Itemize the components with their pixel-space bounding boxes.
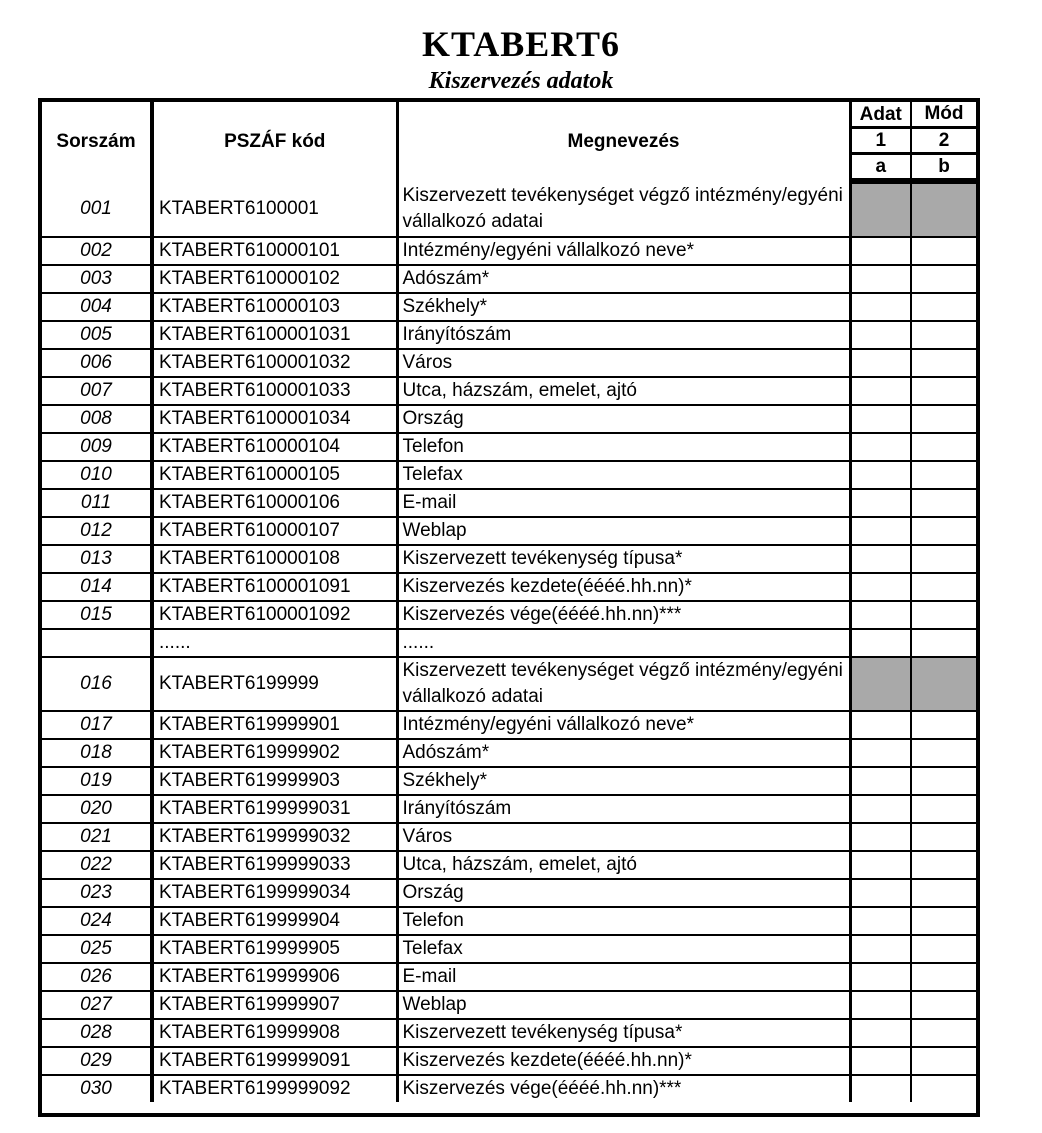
row-sorszam: 007 [42, 377, 152, 405]
table-row [42, 377, 976, 405]
table-row [42, 293, 976, 321]
row-sorszam: 016 [42, 657, 152, 711]
row-sorszam: 022 [42, 851, 152, 879]
row-mod-cell[interactable] [911, 1019, 976, 1047]
row-adat-cell-shaded [850, 181, 911, 237]
row-adat-cell[interactable] [850, 489, 911, 517]
row-description: Kiszervezett tevékenység típusa* [397, 1019, 850, 1047]
row-mod-cell[interactable] [911, 377, 976, 405]
row-pszaf-code: ...... [152, 629, 397, 657]
row-sorszam: 030 [42, 1075, 152, 1102]
row-pszaf-code: KTABERT6199999032 [152, 823, 397, 851]
table-row [42, 265, 976, 293]
row-sorszam: 025 [42, 935, 152, 963]
row-pszaf-code: KTABERT6100001091 [152, 573, 397, 601]
row-adat-cell[interactable] [850, 293, 911, 321]
row-mod-cell[interactable] [911, 1075, 976, 1102]
row-mod-cell[interactable] [911, 851, 976, 879]
row-description: Kiszervezett tevékenységet végző intézmény/egyéni vállalkozó adatai [397, 657, 850, 711]
row-mod-cell[interactable] [911, 879, 976, 907]
table-body [42, 181, 976, 1102]
row-adat-cell[interactable] [850, 711, 911, 739]
header-col2-number: 2 [911, 128, 976, 154]
row-sorszam: 014 [42, 573, 152, 601]
row-pszaf-code: KTABERT619999908 [152, 1019, 397, 1047]
table-header [42, 102, 976, 181]
row-adat-cell[interactable] [850, 935, 911, 963]
row-description: Telefon [397, 433, 850, 461]
row-sorszam: 023 [42, 879, 152, 907]
header-col1-letter: a [850, 154, 911, 182]
row-mod-cell[interactable] [911, 237, 976, 265]
row-pszaf-code: KTABERT6199999092 [152, 1075, 397, 1102]
row-mod-cell[interactable] [911, 739, 976, 767]
row-mod-cell[interactable] [911, 517, 976, 545]
row-pszaf-code: KTABERT6100001032 [152, 349, 397, 377]
row-mod-cell[interactable] [911, 601, 976, 629]
row-mod-cell[interactable] [911, 405, 976, 433]
table-row [42, 1019, 976, 1047]
row-sorszam: 027 [42, 991, 152, 1019]
row-adat-cell[interactable] [850, 517, 911, 545]
table-row [42, 545, 976, 573]
row-mod-cell[interactable] [911, 991, 976, 1019]
row-sorszam: 015 [42, 601, 152, 629]
row-pszaf-code: KTABERT610000103 [152, 293, 397, 321]
row-description: Utca, házszám, emelet, ajtó [397, 851, 850, 879]
row-pszaf-code: KTABERT619999901 [152, 711, 397, 739]
row-adat-cell[interactable] [850, 907, 911, 935]
row-description: Weblap [397, 517, 850, 545]
row-sorszam: 026 [42, 963, 152, 991]
table-row [42, 907, 976, 935]
row-mod-cell[interactable] [911, 963, 976, 991]
table-row [42, 851, 976, 879]
row-mod-cell-shaded [911, 657, 976, 711]
row-mod-cell[interactable] [911, 461, 976, 489]
row-adat-cell[interactable] [850, 405, 911, 433]
row-pszaf-code: KTABERT610000105 [152, 461, 397, 489]
report-title: KTABERT6 [421, 24, 621, 64]
header-megnevezes: Megnevezés [397, 102, 850, 181]
row-adat-cell[interactable] [850, 265, 911, 293]
row-adat-cell[interactable] [850, 377, 911, 405]
table-row [42, 237, 976, 265]
table-row [42, 517, 976, 545]
row-pszaf-code: KTABERT619999905 [152, 935, 397, 963]
row-sorszam: 003 [42, 265, 152, 293]
table-row [42, 489, 976, 517]
row-sorszam: 018 [42, 739, 152, 767]
row-description: E-mail [397, 489, 850, 517]
table-row [42, 573, 976, 601]
row-mod-cell[interactable] [911, 1047, 976, 1075]
table-row [42, 405, 976, 433]
row-description: Utca, házszám, emelet, ajtó [397, 377, 850, 405]
row-adat-cell[interactable] [850, 1075, 911, 1102]
table-row [42, 767, 976, 795]
row-pszaf-code: KTABERT610000104 [152, 433, 397, 461]
table-row [42, 711, 976, 739]
table-row [42, 657, 976, 711]
row-pszaf-code: KTABERT610000101 [152, 237, 397, 265]
row-description: Telefon [397, 907, 850, 935]
table-row [42, 991, 976, 1019]
header-col1-number: 1 [850, 128, 911, 154]
row-adat-cell[interactable] [850, 601, 911, 629]
row-adat-cell[interactable] [850, 991, 911, 1019]
row-mod-cell[interactable] [911, 907, 976, 935]
row-sorszam: 010 [42, 461, 152, 489]
row-pszaf-code: KTABERT619999904 [152, 907, 397, 935]
row-adat-cell[interactable] [850, 739, 911, 767]
row-mod-cell[interactable] [911, 573, 976, 601]
row-sorszam: 029 [42, 1047, 152, 1075]
header-pszaf-kod: PSZÁF kód [152, 102, 397, 181]
row-adat-cell[interactable] [850, 573, 911, 601]
report-subtitle: Kiszervezés adatok [428, 68, 614, 94]
row-sorszam: 028 [42, 1019, 152, 1047]
row-mod-cell[interactable] [911, 265, 976, 293]
row-description: Kiszervezés vége(éééé.hh.nn)*** [397, 1075, 850, 1102]
table-row [42, 349, 976, 377]
row-description: Kiszervezett tevékenység típusa* [397, 545, 850, 573]
row-sorszam: 001 [42, 181, 152, 237]
row-pszaf-code: KTABERT6100001092 [152, 601, 397, 629]
row-sorszam: 002 [42, 237, 152, 265]
row-pszaf-code: KTABERT610000106 [152, 489, 397, 517]
row-sorszam: 024 [42, 907, 152, 935]
row-description: Intézmény/egyéni vállalkozó neve* [397, 237, 850, 265]
row-adat-cell[interactable] [850, 545, 911, 573]
row-adat-cell[interactable] [850, 851, 911, 879]
row-pszaf-code: KTABERT619999906 [152, 963, 397, 991]
row-pszaf-code: KTABERT619999902 [152, 739, 397, 767]
row-sorszam: 019 [42, 767, 152, 795]
row-pszaf-code: KTABERT6100001031 [152, 321, 397, 349]
row-pszaf-code: KTABERT619999903 [152, 767, 397, 795]
row-pszaf-code: KTABERT610000107 [152, 517, 397, 545]
row-description: Székhely* [397, 293, 850, 321]
row-mod-cell[interactable] [911, 349, 976, 377]
row-description: Telefax [397, 935, 850, 963]
table-row [42, 629, 976, 657]
table-row [42, 1047, 976, 1075]
row-adat-cell[interactable] [850, 823, 911, 851]
row-pszaf-code: KTABERT6199999033 [152, 851, 397, 879]
row-pszaf-code: KTABERT6100001033 [152, 377, 397, 405]
row-pszaf-code: KTABERT6199999 [152, 657, 397, 711]
data-table-frame [38, 98, 980, 1117]
row-mod-cell[interactable] [911, 545, 976, 573]
row-pszaf-code: KTABERT6199999031 [152, 795, 397, 823]
row-pszaf-code: KTABERT6199999091 [152, 1047, 397, 1075]
row-sorszam: 020 [42, 795, 152, 823]
row-mod-cell[interactable] [911, 935, 976, 963]
row-description: Weblap [397, 991, 850, 1019]
row-pszaf-code: KTABERT610000108 [152, 545, 397, 573]
row-sorszam: 008 [42, 405, 152, 433]
table-row [42, 461, 976, 489]
row-description: Adószám* [397, 739, 850, 767]
row-adat-cell[interactable] [850, 321, 911, 349]
row-mod-cell[interactable] [911, 293, 976, 321]
row-sorszam: 011 [42, 489, 152, 517]
row-adat-cell[interactable] [850, 349, 911, 377]
row-description: ...... [397, 629, 850, 657]
row-sorszam: 005 [42, 321, 152, 349]
table-row [42, 181, 976, 237]
row-mod-cell[interactable] [911, 795, 976, 823]
row-sorszam: 004 [42, 293, 152, 321]
row-adat-cell[interactable] [850, 963, 911, 991]
table-row [42, 601, 976, 629]
table-row [42, 795, 976, 823]
row-adat-cell-shaded [850, 657, 911, 711]
row-pszaf-code: KTABERT6199999034 [152, 879, 397, 907]
row-description: Irányítószám [397, 795, 850, 823]
row-description: Kiszervezett tevékenységet végző intézmény/egyéni vállalkozó adatai [397, 181, 850, 237]
row-adat-cell[interactable] [850, 237, 911, 265]
table-row [42, 739, 976, 767]
table-row [42, 879, 976, 907]
row-description: Város [397, 349, 850, 377]
header-col2-letter: b [911, 154, 976, 182]
row-sorszam: 021 [42, 823, 152, 851]
row-adat-cell[interactable] [850, 767, 911, 795]
row-sorszam: 013 [42, 545, 152, 573]
row-adat-cell[interactable] [850, 433, 911, 461]
row-mod-cell[interactable] [911, 823, 976, 851]
table-row [42, 935, 976, 963]
row-description: Ország [397, 879, 850, 907]
row-mod-cell-shaded [911, 181, 976, 237]
row-description: Székhely* [397, 767, 850, 795]
row-sorszam: 009 [42, 433, 152, 461]
table-row [42, 823, 976, 851]
row-description: Város [397, 823, 850, 851]
data-table [42, 102, 976, 1102]
table-row [42, 1075, 976, 1102]
row-mod-cell[interactable] [911, 767, 976, 795]
row-description: Adószám* [397, 265, 850, 293]
table-row [42, 321, 976, 349]
row-pszaf-code: KTABERT6100001034 [152, 405, 397, 433]
row-mod-cell[interactable] [911, 433, 976, 461]
row-description: Kiszervezés kezdete(éééé.hh.nn)* [397, 1047, 850, 1075]
row-sorszam: 006 [42, 349, 152, 377]
row-adat-cell[interactable] [850, 1047, 911, 1075]
table-row [42, 963, 976, 991]
header-col2-name: Mód [911, 102, 976, 128]
table-row [42, 433, 976, 461]
row-pszaf-code: KTABERT610000102 [152, 265, 397, 293]
row-description: Intézmény/egyéni vállalkozó neve* [397, 711, 850, 739]
header-col1-name: Adat [850, 102, 911, 128]
row-mod-cell[interactable] [911, 321, 976, 349]
row-sorszam: 017 [42, 711, 152, 739]
row-description: Ország [397, 405, 850, 433]
row-adat-cell[interactable] [850, 795, 911, 823]
header-sorszam: Sorszám [42, 102, 152, 181]
row-pszaf-code: KTABERT6100001 [152, 181, 397, 237]
row-description: E-mail [397, 963, 850, 991]
row-mod-cell[interactable] [911, 489, 976, 517]
row-pszaf-code: KTABERT619999907 [152, 991, 397, 1019]
row-adat-cell[interactable] [850, 461, 911, 489]
row-mod-cell[interactable] [911, 629, 976, 657]
row-adat-cell[interactable] [850, 629, 911, 657]
row-adat-cell[interactable] [850, 1019, 911, 1047]
row-description: Kiszervezés kezdete(éééé.hh.nn)* [397, 573, 850, 601]
row-mod-cell[interactable] [911, 711, 976, 739]
row-adat-cell[interactable] [850, 879, 911, 907]
row-description: Irányítószám [397, 321, 850, 349]
row-description: Telefax [397, 461, 850, 489]
row-description: Kiszervezés vége(éééé.hh.nn)*** [397, 601, 850, 629]
row-sorszam [42, 629, 152, 657]
row-sorszam: 012 [42, 517, 152, 545]
